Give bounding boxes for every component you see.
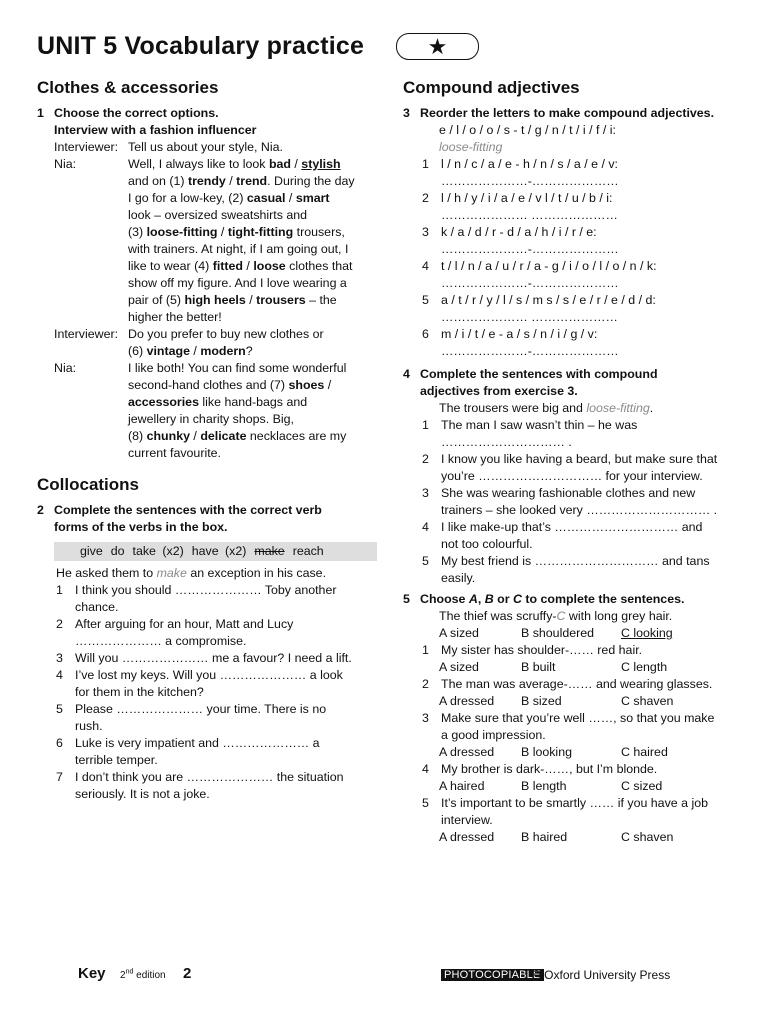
item-line: a good impression. bbox=[441, 728, 546, 742]
answer-option: C shaven bbox=[621, 694, 674, 708]
answer-option: B looking bbox=[521, 745, 572, 759]
dialogue-line: jewellery in charity shops. Big, bbox=[128, 412, 294, 426]
item-text bbox=[441, 451, 733, 485]
option-word: delicate bbox=[200, 429, 247, 443]
exercise-5-example: The thief was scruffy-C with long grey hair. bbox=[439, 609, 673, 623]
item-number: 6 bbox=[56, 736, 63, 750]
choice-item bbox=[403, 710, 733, 744]
answer-option: A dressed bbox=[439, 830, 495, 844]
item-line: seriously. It is not a joke. bbox=[75, 787, 210, 801]
answer-blank: ………………… ………………… bbox=[441, 310, 618, 324]
dialogue-line: like to wear (4) fitted / loose clothes that bbox=[128, 259, 353, 273]
dialogue-line: show off my figure. And I love wearing a bbox=[128, 276, 347, 290]
item-number: 4 bbox=[56, 668, 63, 682]
exercise-1-subtitle: Interview with a fashion influencer bbox=[54, 123, 257, 137]
item-line: My best friend is ………………………… and tans bbox=[441, 554, 710, 568]
item-line: Will you ………………… me a favour? I need a lift. bbox=[75, 651, 352, 665]
dialogue-turn bbox=[37, 360, 377, 462]
speaker-text bbox=[128, 326, 377, 360]
box-word: give bbox=[80, 544, 103, 558]
collocation-item bbox=[37, 616, 377, 650]
answer-option: B built bbox=[521, 660, 556, 674]
item-line: interview. bbox=[441, 813, 493, 827]
footer-edition: 2nd edition bbox=[120, 969, 166, 982]
dialogue-line: (3) loose-fitting / tight-fitting trousers, bbox=[128, 225, 345, 239]
box-word: take (x2) bbox=[132, 544, 184, 558]
item-number: 4 bbox=[422, 762, 429, 776]
dialogue-line: look – oversized sweatshirts and bbox=[128, 208, 308, 222]
option-word: fitted bbox=[212, 259, 243, 273]
answer-option: B length bbox=[521, 779, 567, 793]
answer-blank: ………………… ………………… bbox=[441, 208, 618, 222]
item-line: I’ve lost my keys. Will you ………………… a look bbox=[75, 668, 343, 682]
answer-options bbox=[403, 693, 733, 710]
item-line: Make sure that you’re well ……, so that you make bbox=[441, 711, 715, 725]
option-letter: A bbox=[468, 592, 478, 606]
reorder-item bbox=[403, 190, 733, 224]
item-line: terrible temper. bbox=[75, 753, 158, 767]
answer-option: B haired bbox=[521, 830, 568, 844]
section-heading-clothes: Clothes & accessories bbox=[37, 78, 219, 97]
interview-dialogue bbox=[37, 139, 377, 462]
reorder-item bbox=[403, 258, 733, 292]
exercise-3-example-letters: e / l / o / o / s - t / g / n / t / i / f / i: bbox=[439, 123, 616, 137]
collocation-item bbox=[37, 582, 377, 616]
item-text bbox=[75, 582, 377, 616]
reorder-item bbox=[403, 156, 733, 190]
exercise-4-instruction: 4 Complete the sentences with compound adjectives from exercise 3. bbox=[403, 367, 658, 398]
complete-item bbox=[403, 417, 733, 451]
exercise-3-instruction: 3 Reorder the letters to make compound adjectives. bbox=[403, 106, 715, 120]
answer-options bbox=[403, 778, 733, 795]
option-word: shoes bbox=[288, 378, 325, 392]
item-number: 4 bbox=[422, 259, 429, 273]
item-number: 2 bbox=[56, 617, 63, 631]
option-word: casual bbox=[246, 191, 286, 205]
dialogue-line: I go for a low-key, (2) casual / smart bbox=[128, 191, 330, 205]
item-text bbox=[441, 519, 733, 553]
item-number: 1 bbox=[56, 583, 63, 597]
exercise-1-instruction: 1 Choose the correct options. bbox=[37, 106, 219, 120]
speaker-text bbox=[128, 360, 377, 462]
answer-option: A sized bbox=[439, 626, 479, 640]
dialogue-line: (8) chunky / delicate necklaces are my bbox=[128, 429, 347, 443]
answer-option: C haired bbox=[621, 745, 668, 759]
dialogue-line: second-hand clothes and (7) shoes / bbox=[128, 378, 332, 392]
item-text bbox=[441, 761, 733, 778]
dialogue-line: accessories like hand-bags and bbox=[128, 395, 308, 409]
option-letter: C bbox=[512, 592, 522, 606]
answer-option: A sized bbox=[439, 660, 479, 674]
speaker-label: Nia: bbox=[54, 157, 77, 171]
publisher-credit: © Oxford University Press bbox=[532, 968, 671, 982]
item-number: 2 bbox=[422, 677, 429, 691]
scrambled-letters: a / t / r / y / l / s / m s / s / e / r / e / d / d: bbox=[441, 293, 656, 307]
star-icon: ★ bbox=[427, 33, 448, 59]
complete-item bbox=[403, 451, 733, 485]
item-line: for them in the kitchen? bbox=[75, 685, 204, 699]
option-word: trendy bbox=[187, 174, 226, 188]
answer-blank: …………………-………………… bbox=[441, 344, 619, 358]
answer-options bbox=[403, 659, 733, 676]
answer-option: B shouldered bbox=[521, 626, 595, 640]
option-word: chunky bbox=[146, 429, 190, 443]
item-line: She was wearing fashionable clothes and new bbox=[441, 486, 696, 500]
dialogue-line: (6) vintage / modern? bbox=[128, 344, 253, 358]
item-number: 2 bbox=[422, 191, 429, 205]
dialogue-turn bbox=[37, 139, 377, 156]
item-number: 6 bbox=[422, 327, 429, 341]
answer-option: C sized bbox=[621, 779, 663, 793]
item-line: It’s important to be smartly …… if you have a job bbox=[441, 796, 708, 810]
example-answer: C bbox=[556, 609, 566, 623]
answer-options bbox=[403, 744, 733, 761]
answer-option: B sized bbox=[521, 694, 562, 708]
item-line: After arguing for an hour, Matt and Lucy bbox=[75, 617, 294, 631]
option-word: loose-fitting bbox=[146, 225, 218, 239]
item-text bbox=[75, 735, 377, 769]
complete-item bbox=[403, 485, 733, 519]
item-line: chance. bbox=[75, 600, 119, 614]
item-line: rush. bbox=[75, 719, 103, 733]
option-word: tight-fitting bbox=[227, 225, 294, 239]
item-line: My sister has shoulder-…… red hair. bbox=[441, 643, 643, 657]
answer-blank: …………………-………………… bbox=[441, 174, 619, 188]
item-text bbox=[441, 795, 733, 829]
item-line: Luke is very impatient and ………………… a bbox=[75, 736, 320, 750]
footer-key: Key bbox=[78, 965, 106, 982]
page-title: UNIT 5 Vocabulary practice bbox=[37, 32, 365, 60]
item-number: 3 bbox=[422, 225, 429, 239]
option-word: trousers bbox=[256, 293, 306, 307]
item-number: 3 bbox=[422, 486, 429, 500]
reorder-item bbox=[403, 326, 733, 360]
collocation-item bbox=[37, 735, 377, 769]
item-text bbox=[441, 156, 733, 190]
exercise-2-instruction: 2 Complete the sentences with the correct verb forms of the verbs in the box. bbox=[37, 503, 322, 534]
exercise-5-instruction: 5 Choose A, B or C to complete the sentences. bbox=[403, 592, 685, 606]
scrambled-letters: m / i / t / e - a / s / n / i / g / v: bbox=[441, 327, 598, 341]
item-text bbox=[441, 676, 733, 693]
reorder-item bbox=[403, 224, 733, 258]
box-word: make bbox=[254, 544, 285, 558]
answer-option: A haired bbox=[439, 779, 485, 793]
answer-blank: …………………-………………… bbox=[441, 242, 619, 256]
edition-suffix: nd bbox=[125, 969, 134, 976]
item-text bbox=[441, 292, 733, 326]
option-word: modern bbox=[200, 344, 246, 358]
item-line: My brother is dark-……, but I’m blonde. bbox=[441, 762, 658, 776]
exercise-3-items bbox=[403, 156, 733, 360]
option-word: vintage bbox=[146, 344, 190, 358]
verb-word-box bbox=[54, 542, 377, 561]
item-number: 3 bbox=[56, 651, 63, 665]
exercise-2-example: He asked them to make an exception in his case. bbox=[56, 566, 327, 580]
box-word: reach bbox=[292, 544, 324, 558]
speaker-label: Interviewer: bbox=[54, 327, 119, 341]
item-text bbox=[441, 553, 733, 587]
option-word: smart bbox=[295, 191, 330, 205]
item-line: I like make-up that’s ………………………… and bbox=[441, 520, 703, 534]
dialogue-line: and on (1) trendy / trend. During the day bbox=[128, 174, 355, 188]
exercise-2-items bbox=[37, 582, 377, 803]
example-answer: make bbox=[156, 566, 187, 580]
photocopiable-label: PHOTOCOPIABLE bbox=[441, 969, 544, 981]
item-number: 1 bbox=[422, 418, 429, 432]
option-letter: B bbox=[484, 592, 494, 606]
star-level-badge bbox=[396, 33, 479, 60]
page-number: 2 bbox=[183, 965, 192, 982]
reorder-item bbox=[403, 292, 733, 326]
complete-item bbox=[403, 553, 733, 587]
item-line: ………………………… . bbox=[441, 435, 572, 449]
dialogue-line: Tell us about your style, Nia. bbox=[128, 140, 283, 154]
answer-option: C length bbox=[621, 660, 668, 674]
item-line: I think you should ………………… Toby another bbox=[75, 583, 337, 597]
exercise-4-example: The trousers were big and loose-fitting. bbox=[439, 401, 654, 415]
exercise-3-example-answer: loose-fitting bbox=[439, 140, 503, 154]
dialogue-line: with trainers. At night, if I am going out, I bbox=[128, 242, 349, 256]
choice-item bbox=[403, 795, 733, 829]
item-text bbox=[441, 326, 733, 360]
item-number: 1 bbox=[422, 157, 429, 171]
choice-item bbox=[403, 642, 733, 659]
dialogue-line: Well, I always like to look bad / stylish bbox=[128, 157, 341, 171]
collocation-item bbox=[37, 650, 377, 667]
item-text bbox=[441, 710, 733, 744]
item-number: 2 bbox=[422, 452, 429, 466]
item-text bbox=[75, 616, 377, 650]
answer-option: C looking bbox=[621, 626, 673, 640]
dialogue-line: Do you prefer to buy new clothes or bbox=[128, 327, 324, 341]
answer-option: C shaven bbox=[621, 830, 674, 844]
dialogue-line: I like both! You can find some wonderful bbox=[128, 361, 347, 375]
choice-item bbox=[403, 761, 733, 778]
item-number: 5 bbox=[422, 796, 429, 810]
answer-blank: …………………-………………… bbox=[441, 276, 619, 290]
item-text bbox=[441, 190, 733, 224]
speaker-text bbox=[128, 139, 377, 156]
option-word-selected: stylish bbox=[301, 157, 341, 171]
section-heading-collocations: Collocations bbox=[37, 475, 140, 494]
option-word: trend bbox=[236, 174, 268, 188]
item-text bbox=[75, 701, 377, 735]
complete-item bbox=[403, 519, 733, 553]
item-text bbox=[75, 650, 377, 667]
item-number: 5 bbox=[422, 554, 429, 568]
item-line: not too colourful. bbox=[441, 537, 533, 551]
answer-option: A dressed bbox=[439, 694, 495, 708]
dialogue-line: higher the better! bbox=[128, 310, 222, 324]
item-text bbox=[75, 769, 377, 803]
dialogue-line: current favourite. bbox=[128, 446, 221, 460]
scrambled-letters: t / l / n / a / u / r / a - g / i / o / l / o / n / k: bbox=[441, 259, 657, 273]
option-word: loose bbox=[253, 259, 286, 273]
box-word: do bbox=[110, 544, 125, 558]
answer-option: A dressed bbox=[439, 745, 495, 759]
speaker-label: Nia: bbox=[54, 361, 77, 375]
scrambled-letters: l / h / y / i / a / e / v l / t / u / b / i: bbox=[441, 191, 613, 205]
item-number: 4 bbox=[422, 520, 429, 534]
item-line: I don’t think you are ………………… the situation bbox=[75, 770, 344, 784]
section-heading-compound: Compound adjectives bbox=[403, 78, 580, 97]
item-line: you’re ………………………… for your interview. bbox=[441, 469, 703, 483]
item-line: The man was average-…… and wearing glasses. bbox=[441, 677, 713, 691]
item-number: 7 bbox=[56, 770, 63, 784]
item-line: easily. bbox=[441, 571, 476, 585]
scrambled-letters: l / n / c / a / e - h / n / s / a / e / v: bbox=[441, 157, 618, 171]
speaker-text bbox=[128, 156, 377, 326]
item-number: 1 bbox=[422, 643, 429, 657]
item-line: I know you like having a beard, but make sure that bbox=[441, 452, 718, 466]
dialogue-turn bbox=[37, 156, 377, 326]
exercise-4-items bbox=[403, 417, 733, 587]
option-word: high heels bbox=[184, 293, 246, 307]
option-word: bad bbox=[268, 157, 291, 171]
item-line: trainers – she looked very ………………………… . bbox=[441, 503, 718, 517]
item-number: 5 bbox=[422, 293, 429, 307]
answer-options bbox=[403, 829, 733, 846]
box-word: have (x2) bbox=[191, 544, 247, 558]
exercise-5-example-options bbox=[403, 625, 733, 642]
item-number: 3 bbox=[422, 711, 429, 725]
speaker-label: Interviewer: bbox=[54, 140, 119, 154]
item-text bbox=[441, 224, 733, 258]
item-text bbox=[441, 642, 733, 659]
choice-item bbox=[403, 676, 733, 693]
right-column bbox=[403, 79, 733, 846]
item-text bbox=[441, 258, 733, 292]
item-text bbox=[441, 485, 733, 519]
option-word: accessories bbox=[128, 395, 199, 409]
scrambled-letters: k / a / d / r - d / a / h / i / r / e: bbox=[441, 225, 597, 239]
item-line: The man I saw wasn’t thin – he was bbox=[441, 418, 638, 432]
dialogue-turn bbox=[37, 326, 377, 360]
item-line: ………………… a compromise. bbox=[75, 634, 247, 648]
item-number: 5 bbox=[56, 702, 63, 716]
exercise-5-items bbox=[403, 642, 733, 846]
example-answer: loose-fitting bbox=[586, 401, 650, 415]
collocation-item bbox=[37, 667, 377, 701]
item-text bbox=[441, 417, 733, 451]
item-line: Please ………………… your time. There is no bbox=[75, 702, 327, 716]
item-text bbox=[75, 667, 377, 701]
dialogue-line: pair of (5) high heels / trousers – the bbox=[128, 293, 337, 307]
collocation-item bbox=[37, 701, 377, 735]
collocation-item bbox=[37, 769, 377, 803]
left-column bbox=[37, 79, 377, 803]
